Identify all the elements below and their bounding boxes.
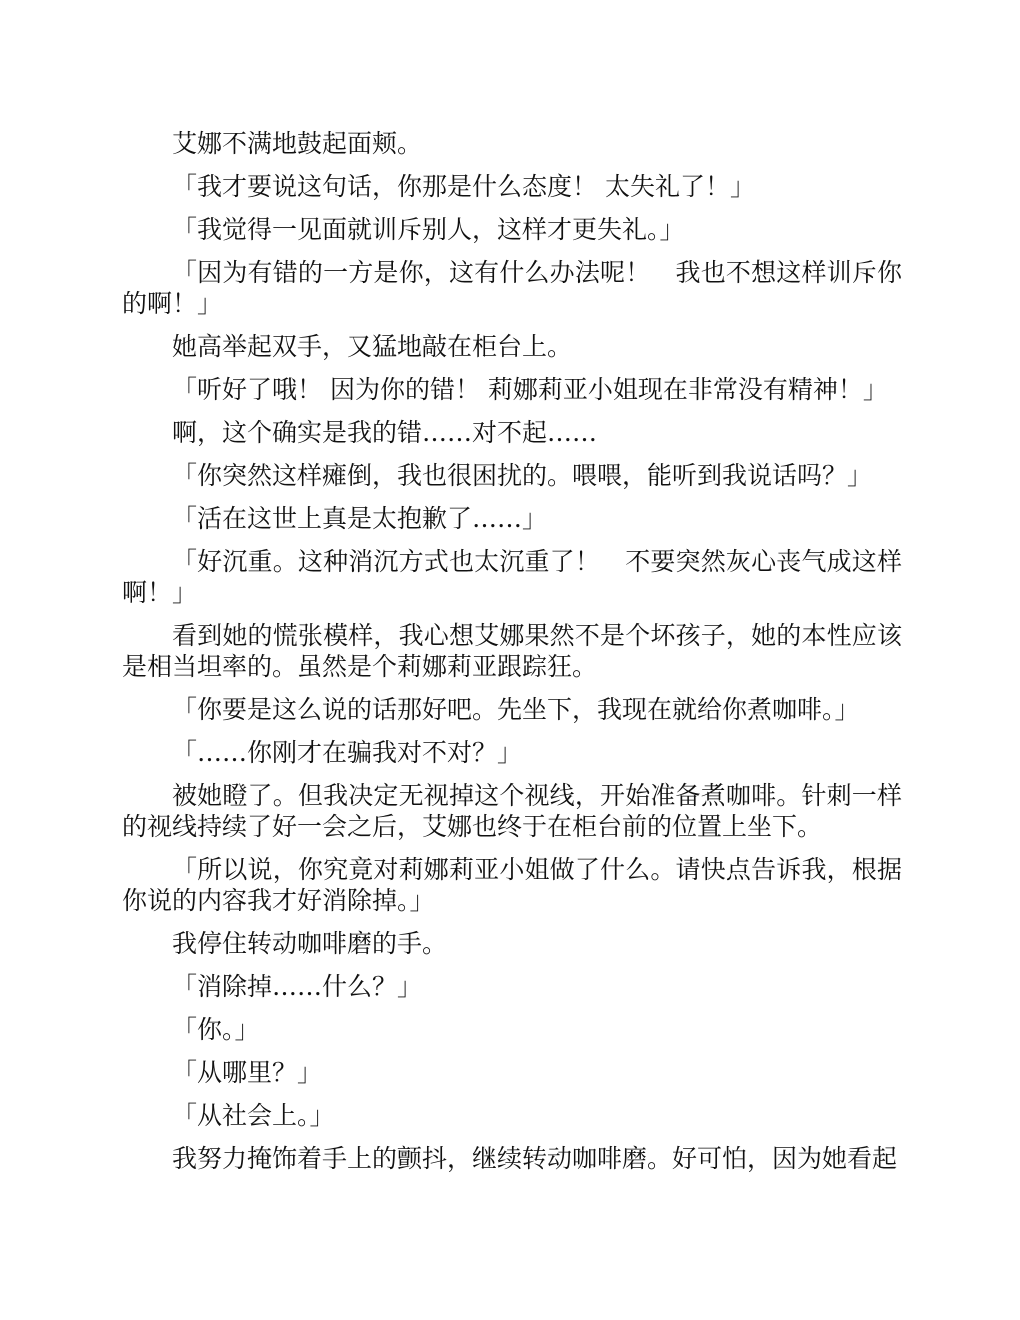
paragraph: 我停住转动咖啡磨的手。 [172, 929, 448, 958]
paragraph: 「活在这世上真是太抱歉了……」 [172, 504, 548, 533]
paragraph: 「你。」 [172, 1015, 260, 1044]
paragraph: 「你要是这么说的话那好吧。先坐下，我现在就给你煮咖啡。」 [172, 695, 860, 724]
paragraph: 被她瞪了。但我决定无视掉这个视线，开始准备煮咖啡。针刺一样的视线持续了好一会之后，艾娜也终于在柜台前的位置上坐下。 [122, 781, 902, 841]
paragraph: 「从哪里？」 [172, 1058, 323, 1087]
paragraph: 「所以说，你究竟对莉娜莉亚小姐做了什么。请快点告诉我，根据你说的内容我才好消除掉。」 [122, 855, 902, 915]
paragraph: 「因为有错的一方是你，这有什么办法呢！ 我也不想这样训斥你的啊！」 [122, 258, 902, 318]
paragraph: 艾娜不满地鼓起面颊。 [172, 129, 423, 158]
paragraph: 「好沉重。这种消沉方式也太沉重了！ 不要突然灰心丧气成这样啊！」 [122, 547, 902, 607]
paragraph: 啊，这个确实是我的错……对不起…… [172, 418, 598, 447]
paragraph: 看到她的慌张模样，我心想艾娜果然不是个坏孩子，她的本性应该是相当坦率的。虽然是个莉娜莉亚跟踪狂。 [122, 621, 902, 681]
paragraph: 她高举起双手，又猛地敲在柜台上。 [172, 332, 573, 361]
document-page [122, 128, 902, 1186]
paragraph: 「听好了哦！ 因为你的错！ 莉娜莉亚小姐现在非常没有精神！」 [172, 375, 888, 404]
paragraph: 「……你刚才在骗我对不对？」 [172, 738, 523, 767]
paragraph: 「我才要说这句话，你那是什么态度！ 太失礼了！」 [172, 172, 755, 201]
paragraph: 我努力掩饰着手上的颤抖，继续转动咖啡磨。好可怕，因为她看起 [172, 1144, 898, 1173]
paragraph: 「从社会上。」 [172, 1101, 335, 1130]
paragraph: 「你突然这样瘫倒，我也很困扰的。喂喂，能听到我说话吗？」 [172, 461, 873, 490]
paragraph: 「我觉得一见面就训斥别人，这样才更失礼。」 [172, 215, 685, 244]
paragraph: 「消除掉……什么？」 [172, 972, 423, 1001]
